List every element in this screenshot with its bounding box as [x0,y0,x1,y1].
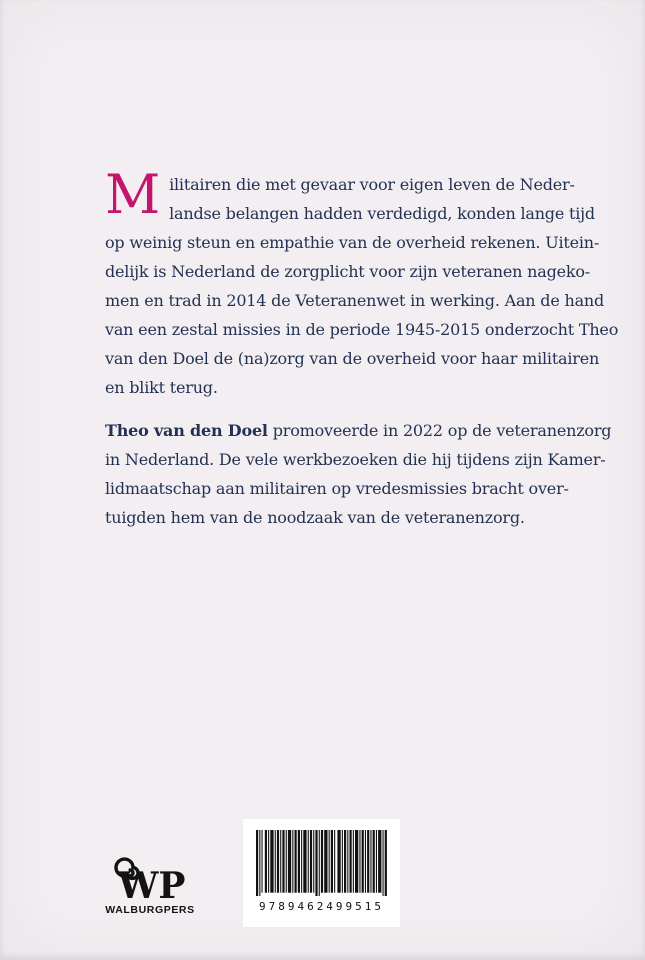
walburg-pers-wp-icon [110,854,190,902]
barcode [243,819,400,927]
paragraph-synopsis-head [105,163,595,228]
text-line: tuigden hem van de noodzaak van de veteranenzorg. [105,508,525,527]
svg-text:WP: WP [118,865,186,902]
barcode-digits: 9789462499515 [258,900,385,913]
text-line: op weinig steun en empathie van de overheid rekenen. Uitein- [105,233,600,252]
paragraph-synopsis [105,163,619,402]
text-line: landse belangen hadden verdedigd, konden lange tijd [169,204,595,223]
publisher-logo [102,854,198,916]
paragraph-author-bio [105,416,612,532]
text-line: lidmaatschap aan militairen op vredesmissies bracht over- [105,479,569,498]
blurb-text-block [105,163,619,532]
text-line-rest: promoveerde in 2022 op de veteranenzorg [267,421,612,440]
text-line: ilitairen die met gevaar voor eigen leven de Neder- [169,175,575,194]
text-line: in Nederland. De vele werkbezoeken die hij tijdens zijn Kamer- [105,450,606,469]
text-line: en blikt terug. [105,378,218,397]
author-name: Theo van den Doel [105,421,268,440]
publisher-name: WALBURGPERS [105,904,195,916]
text-line: men en trad in 2014 de Veteranenwet in werking. Aan de hand [105,291,605,310]
text-line: delijk is Nederland de zorgplicht voor zijn veteranen nageko- [105,262,591,281]
paragraph-synopsis-indented-lines [169,170,595,228]
text-line [105,416,612,445]
text-line: van den Doel de (na)zorg van de overheid voor haar militairen [105,349,600,368]
text-line: van een zestal missies in de periode 1945-2015 onderzocht Theo [105,320,619,339]
drop-cap-letter: M [105,163,161,226]
barcode-bars-icon [256,830,388,896]
